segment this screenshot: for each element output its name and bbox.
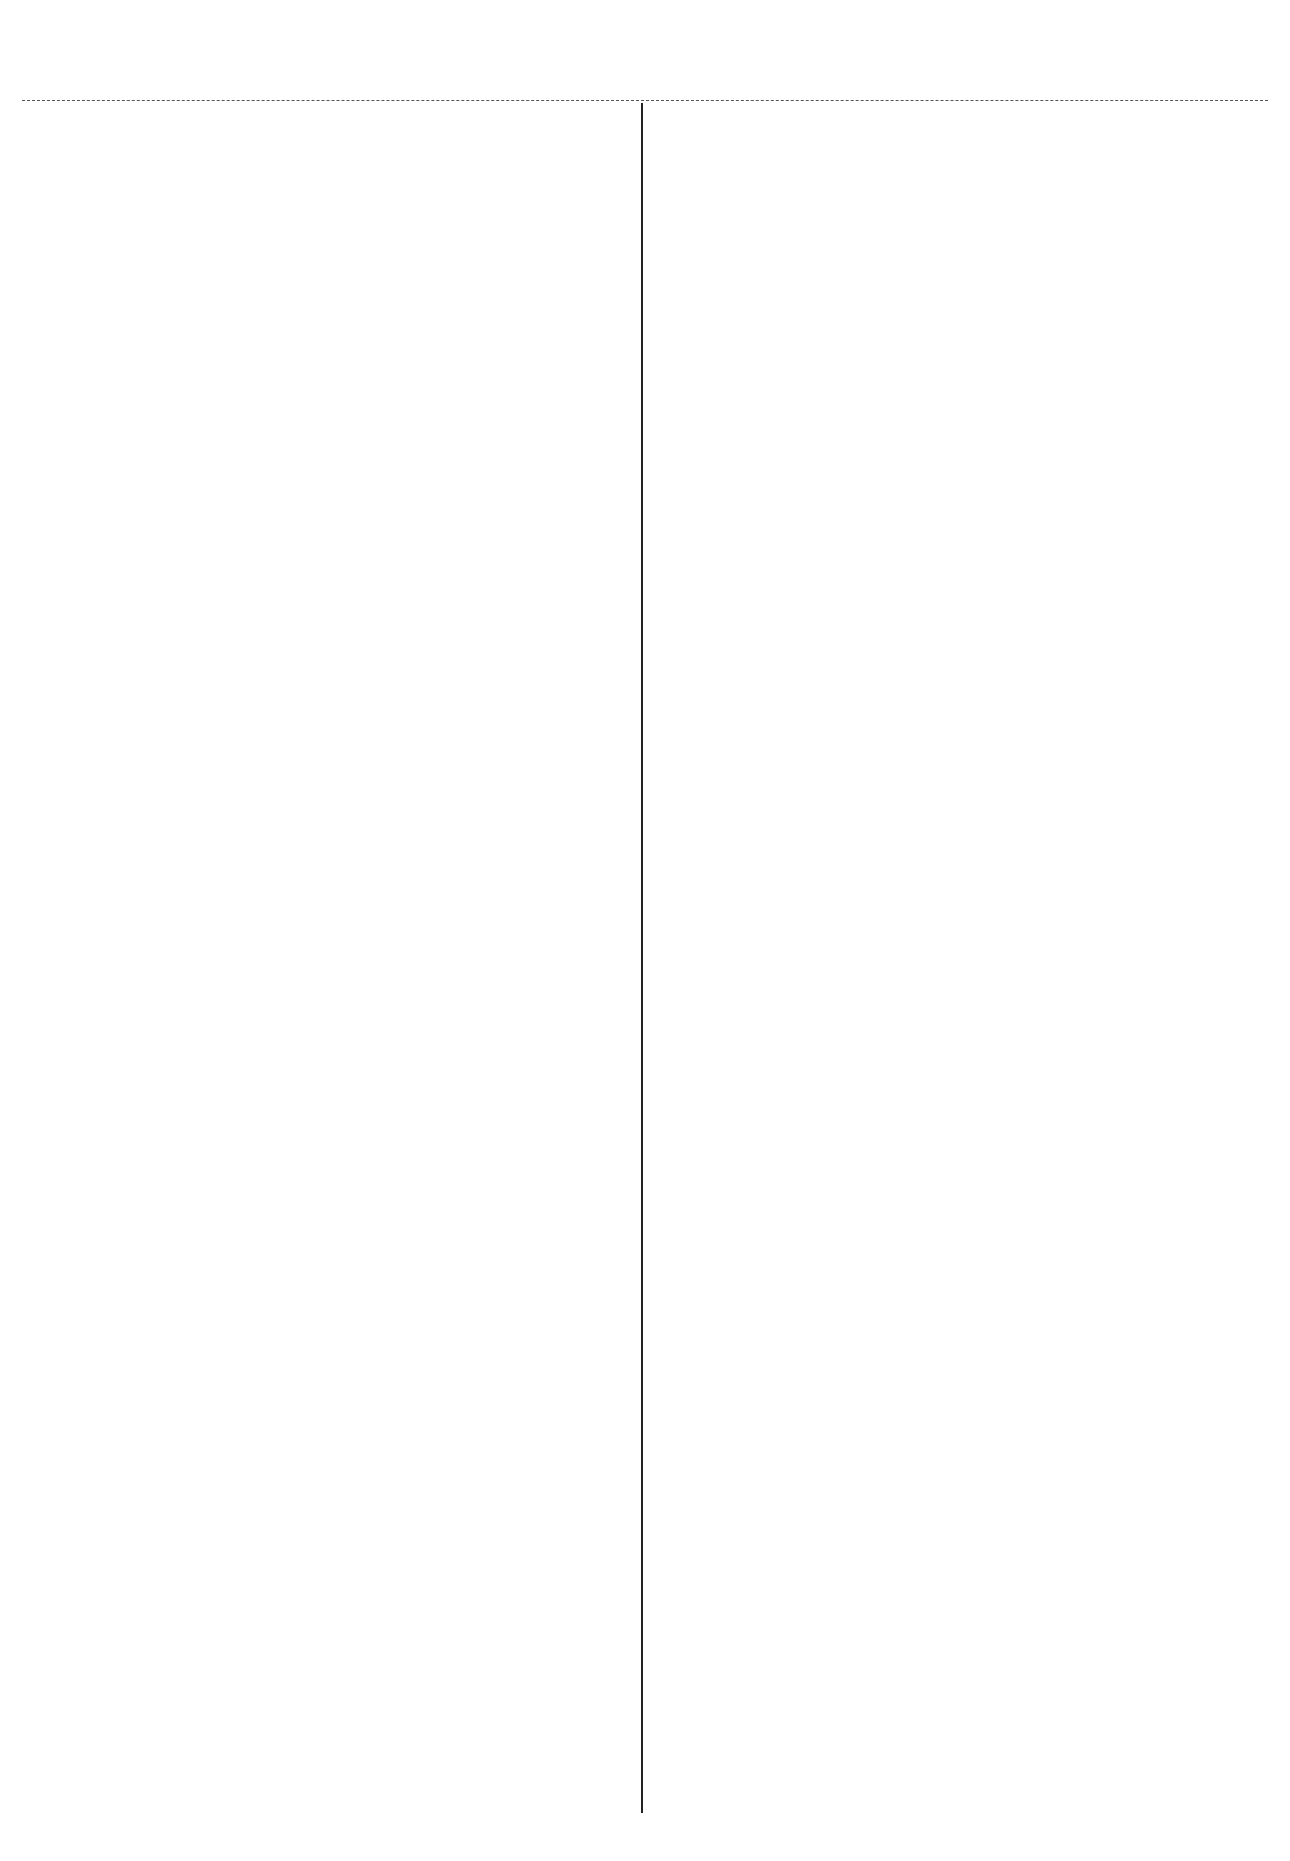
column-divider bbox=[641, 103, 643, 1813]
page-header bbox=[22, 62, 1268, 101]
watermark-logo bbox=[120, 560, 1120, 1460]
